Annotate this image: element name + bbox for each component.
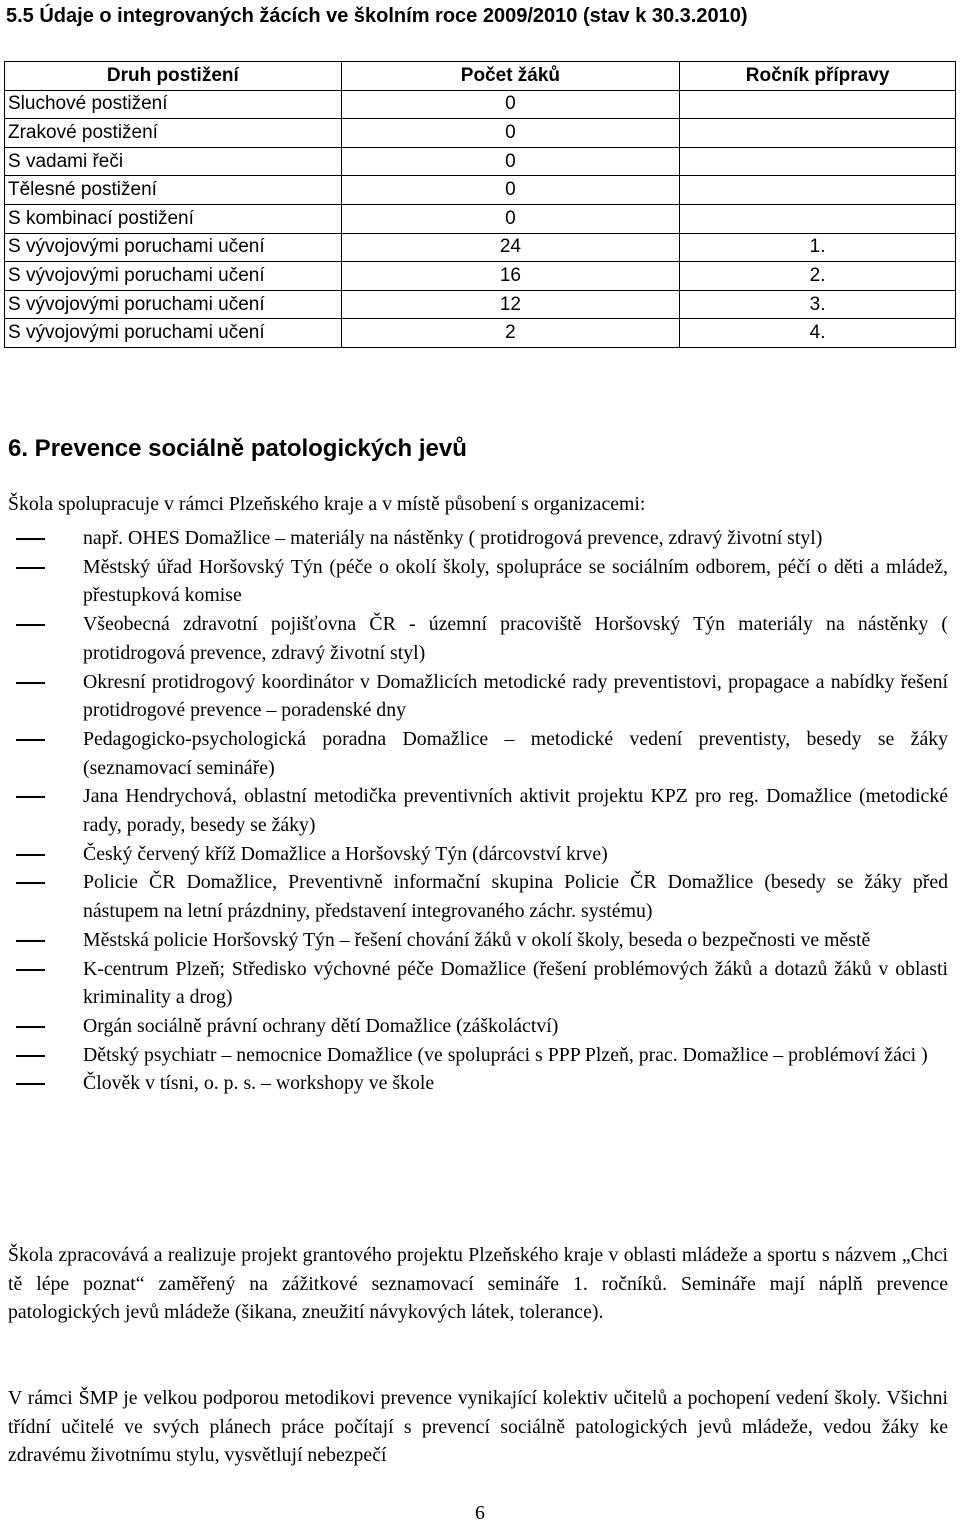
cell-pupil-count: 0 — [341, 90, 680, 119]
dash-bullet — [16, 682, 45, 684]
list-item — [8, 1012, 948, 1041]
cell-grade — [680, 119, 956, 148]
list-item — [8, 668, 948, 725]
table-row — [5, 90, 956, 119]
cell-pupil-count: 16 — [341, 262, 680, 291]
dash-bullet — [16, 854, 45, 856]
table-row — [5, 147, 956, 176]
list-item — [8, 610, 948, 667]
list-item-text: Okresní protidrogový koordinátor v Domažlicích metodické rady preventistovi, propagace a nabídky řešení protidrogové prevence – poradenské dny — [83, 670, 948, 722]
cell-disability-type: Zrakové postižení — [5, 119, 342, 148]
cell-disability-type: S kombinací postižení — [5, 204, 342, 233]
cell-disability-type: S vývojovými poruchami učení — [5, 290, 342, 319]
cell-pupil-count: 0 — [341, 147, 680, 176]
cell-grade — [680, 176, 956, 205]
cell-disability-type: S vývojovými poruchami učení — [5, 319, 342, 348]
cell-disability-type: S vývojovými poruchami učení — [5, 233, 342, 262]
cell-pupil-count: 0 — [341, 119, 680, 148]
list-item-text: např. OHES Domažlice – materiály na nástěnky ( protidrogová prevence, zdravý životní styl) — [83, 527, 823, 549]
list-item — [8, 840, 948, 869]
list-item — [8, 725, 948, 782]
dash-bullet — [16, 1026, 45, 1028]
cell-grade — [680, 204, 956, 233]
cell-disability-type: Sluchové postižení — [5, 90, 342, 119]
dash-bullet — [16, 1083, 45, 1085]
list-item-text: K-centrum Plzeň; Středisko výchovné péče Domažlice (řešení problémových žáků a dotazů žáků v oblasti kriminality a drog) — [83, 957, 948, 1009]
dash-bullet — [16, 940, 45, 942]
list-item — [8, 926, 948, 955]
list-item-text: Člověk v tísni, o. p. s. – workshopy ve škole — [83, 1072, 435, 1095]
list-item — [8, 782, 948, 839]
dash-bullet — [16, 796, 45, 798]
cooperation-intro: Škola spolupracuje v rámci Plzeňského kraje a v místě působení s organizacemi: — [8, 493, 646, 515]
list-item — [8, 553, 948, 610]
column-header-pupil-count: Počet žáků — [341, 62, 680, 91]
organizations-list — [8, 524, 948, 1098]
grant-project-paragraph: Škola zpracovává a realizuje projekt grantového projektu Plzeňského kraje v oblasti mládeže a sportu s názvem „Chci tě lépe poznat“ zaměřený na zážitkové seznamovací semináře 1. ročníků. Semináře mají náplň prevence patologických jevů mládeže (šikana, zneužití návykových látek, tolerance). — [8, 1244, 948, 1324]
dash-bullet — [16, 969, 45, 971]
table-row — [5, 176, 956, 205]
dash-bullet — [16, 739, 45, 741]
dash-bullet — [16, 538, 45, 540]
cell-grade — [680, 147, 956, 176]
cell-grade: 2. — [680, 262, 956, 291]
cell-grade: 1. — [680, 233, 956, 262]
table-row — [5, 204, 956, 233]
list-item — [8, 955, 948, 1012]
list-item-text: Dětský psychiatr – nemocnice Domažlice (ve spolupráci s PPP Plzeň, prac. Domažlice – problémoví žáci ) — [83, 1043, 928, 1066]
section-heading-6: 6. Prevence sociálně patologických jevů — [8, 435, 467, 462]
list-item-text: Orgán sociálně právní ochrany dětí Domažlice (záškoláctví) — [83, 1014, 559, 1037]
dash-bullet — [16, 882, 45, 884]
cell-pupil-count: 24 — [341, 233, 680, 262]
table-row — [5, 290, 956, 319]
dash-bullet — [16, 567, 45, 569]
page-number: 6 — [475, 1502, 485, 1524]
column-header-disability-type: Druh postižení — [5, 62, 342, 91]
cell-pupil-count: 12 — [341, 290, 680, 319]
dash-bullet — [16, 1055, 45, 1057]
cell-disability-type: S vadami řeči — [5, 147, 342, 176]
list-item — [8, 868, 948, 925]
cell-pupil-count: 2 — [341, 319, 680, 348]
list-item — [8, 1041, 948, 1070]
table-row — [5, 262, 956, 291]
cell-pupil-count: 0 — [341, 176, 680, 205]
cell-grade: 4. — [680, 319, 956, 348]
list-item-text: Všeobecná zdravotní pojišťovna ČR - územní pracoviště Horšovský Týn materiály na nástěnky ( protidrogová prevence, zdravý životní styl) — [83, 613, 948, 664]
list-item-text: Městský úřad Horšovský Týn (péče o okolí školy, spolupráce se sociálním odborem, péčí o děti a mládež, přestupková komise — [83, 555, 948, 607]
list-item-text: Jana Hendrychová, oblastní metodička preventivních aktivit projektu KPZ pro reg. Domažlice (metodické rady, porady, besedy se žáky) — [83, 785, 948, 837]
cell-grade — [680, 90, 956, 119]
table-row — [5, 233, 956, 262]
cell-pupil-count: 0 — [341, 204, 680, 233]
table-row — [5, 319, 956, 348]
list-item-text: Městská policie Horšovský Týn – řešení chování žáků v okolí školy, beseda o bezpečnosti ve městě — [83, 928, 871, 951]
section-heading-5-5: 5.5 Údaje o integrovaných žácích ve školním roce 2009/2010 (stav k 30.3.2010) — [6, 5, 748, 27]
list-item — [8, 524, 948, 553]
column-header-grade: Ročník přípravy — [680, 62, 956, 91]
list-item-text: Český červený kříž Domažlice a Horšovský Týn (dárcovství krve) — [83, 842, 608, 865]
smp-support-paragraph: V rámci ŠMP je velkou podporou metodikovi prevence vynikající kolektiv učitelů a pochopení vedení školy. Všichni třídní učitelé ve svých plánech práce počítají s prevencí sociálně patologických jevů mládeže, vedou žáky ke zdravému životnímu stylu, vysvětlují nebezpečí — [8, 1387, 948, 1467]
cell-disability-type: Tělesné postižení — [5, 176, 342, 205]
list-item — [8, 1069, 948, 1098]
cell-grade: 3. — [680, 290, 956, 319]
table-row — [5, 119, 956, 148]
dash-bullet — [16, 624, 45, 626]
table-header-row — [5, 62, 956, 91]
list-item-text: Policie ČR Domažlice, Preventivně informační skupina Policie ČR Domažlice (besedy se žáky před nástupem na letní prázdniny, představení integrovaného záchr. systému) — [83, 871, 948, 923]
integrated-pupils-table — [4, 61, 956, 348]
list-item-text: Pedagogicko-psychologická poradna Domažlice – metodické vedení preventisty, besedy se žáky (seznamovací semináře) — [83, 727, 948, 779]
cell-disability-type: S vývojovými poruchami učení — [5, 262, 342, 291]
